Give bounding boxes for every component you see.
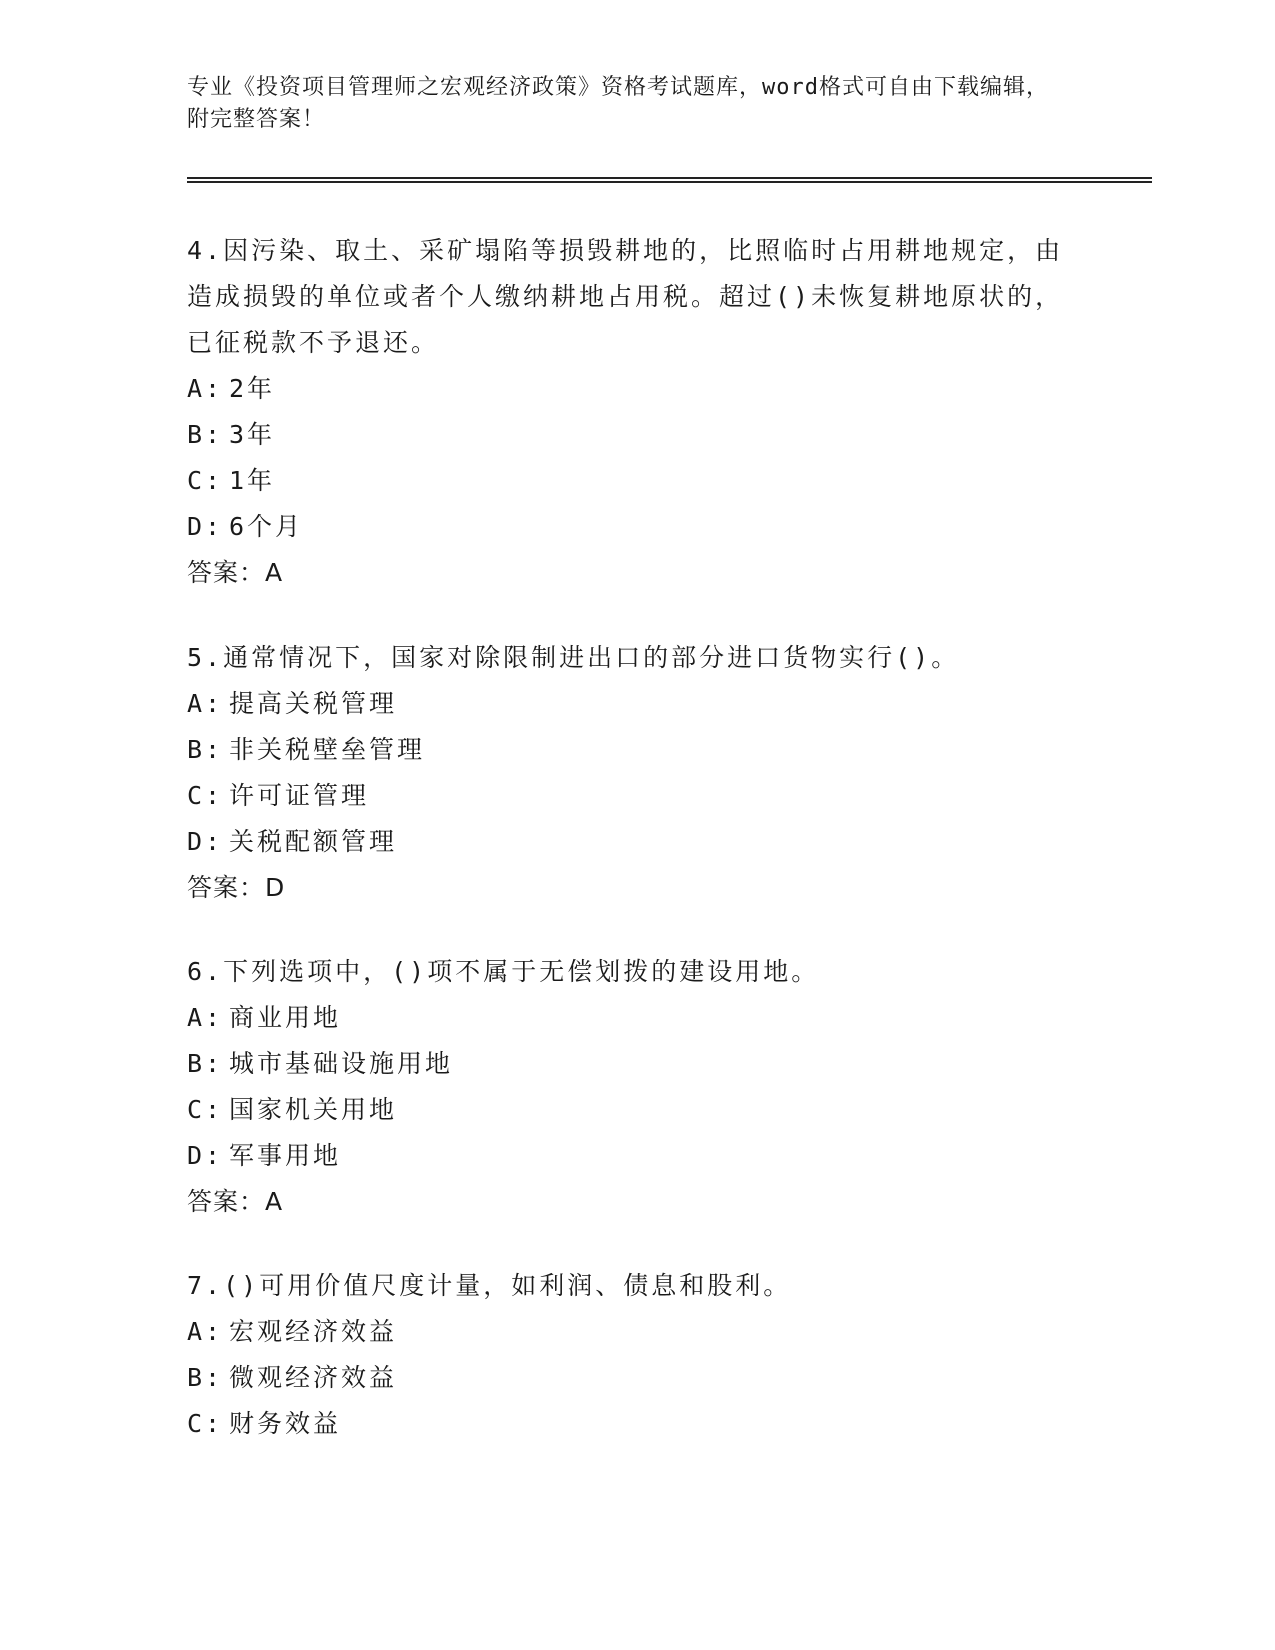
question-stem: 7.()可用价值尺度计量，如利润、债息和股利。 — [187, 1271, 792, 1300]
option-text: 许可证管理 — [229, 781, 370, 810]
option-text: 商业用地 — [229, 1003, 342, 1032]
option-text: 财务效益 — [229, 1409, 342, 1438]
option-text: 微观经济效益 — [229, 1363, 398, 1392]
option-d — [187, 504, 1067, 550]
option-letter: C: — [187, 466, 224, 495]
option-text: 提高关税管理 — [229, 689, 398, 718]
option-text: 宏观经济效益 — [229, 1317, 398, 1346]
question-block — [187, 228, 1067, 596]
option-letter: A: — [187, 1317, 224, 1346]
option-c — [187, 1401, 1067, 1447]
question-stem: 6.下列选项中，()项不属于无偿划拨的建设用地。 — [187, 957, 820, 986]
option-text: 城市基础设施用地 — [229, 1049, 454, 1078]
option-b — [187, 1355, 1067, 1401]
option-d — [187, 819, 1067, 865]
option-letter: C: — [187, 1409, 224, 1438]
option-text: 军事用地 — [229, 1141, 342, 1170]
option-c — [187, 773, 1067, 819]
question-stem: 5.通常情况下，国家对除限制进出口的部分进口货物实行()。 — [187, 643, 960, 672]
option-letter: C: — [187, 1095, 224, 1124]
option-text: 2年 — [229, 374, 276, 403]
option-letter: D: — [187, 512, 224, 541]
option-letter: B: — [187, 1363, 224, 1392]
option-text: 非关税壁垒管理 — [229, 735, 426, 764]
option-text: 3年 — [229, 420, 276, 449]
header-double-rule — [187, 177, 1152, 183]
question-block — [187, 949, 1067, 1225]
option-letter: B: — [187, 1049, 224, 1078]
option-d — [187, 1133, 1067, 1179]
option-letter: D: — [187, 1141, 224, 1170]
answer-line: 答案：D — [187, 873, 286, 902]
option-a — [187, 995, 1067, 1041]
option-a — [187, 681, 1067, 727]
option-text: 关税配额管理 — [229, 827, 398, 856]
document-header: 专业《投资项目管理师之宏观经济政策》资格考试题库，word格式可自由下载编辑，附完整答案！ — [187, 75, 1049, 132]
option-b — [187, 727, 1067, 773]
option-text: 6个月 — [229, 512, 304, 541]
option-letter: A: — [187, 374, 224, 403]
question-stem: 4.因污染、取土、采矿塌陷等损毁耕地的，比照临时占用耕地规定，由造成损毁的单位或者个人缴纳耕地占用税。超过()未恢复耕地原状的，已征税款不予退还。 — [187, 236, 1064, 357]
option-b — [187, 1041, 1067, 1087]
option-text: 1年 — [229, 466, 276, 495]
option-letter: B: — [187, 735, 224, 764]
option-text: 国家机关用地 — [229, 1095, 398, 1124]
option-b — [187, 412, 1067, 458]
option-letter: B: — [187, 420, 224, 449]
option-a — [187, 366, 1067, 412]
option-a — [187, 1309, 1067, 1355]
option-c — [187, 458, 1067, 504]
option-c — [187, 1087, 1067, 1133]
question-block — [187, 635, 1067, 911]
answer-line: 答案：A — [187, 1187, 284, 1216]
option-letter: A: — [187, 689, 224, 718]
option-letter: A: — [187, 1003, 224, 1032]
question-block — [187, 1263, 1067, 1447]
option-letter: C: — [187, 781, 224, 810]
answer-line: 答案：A — [187, 558, 284, 587]
option-letter: D: — [187, 827, 224, 856]
